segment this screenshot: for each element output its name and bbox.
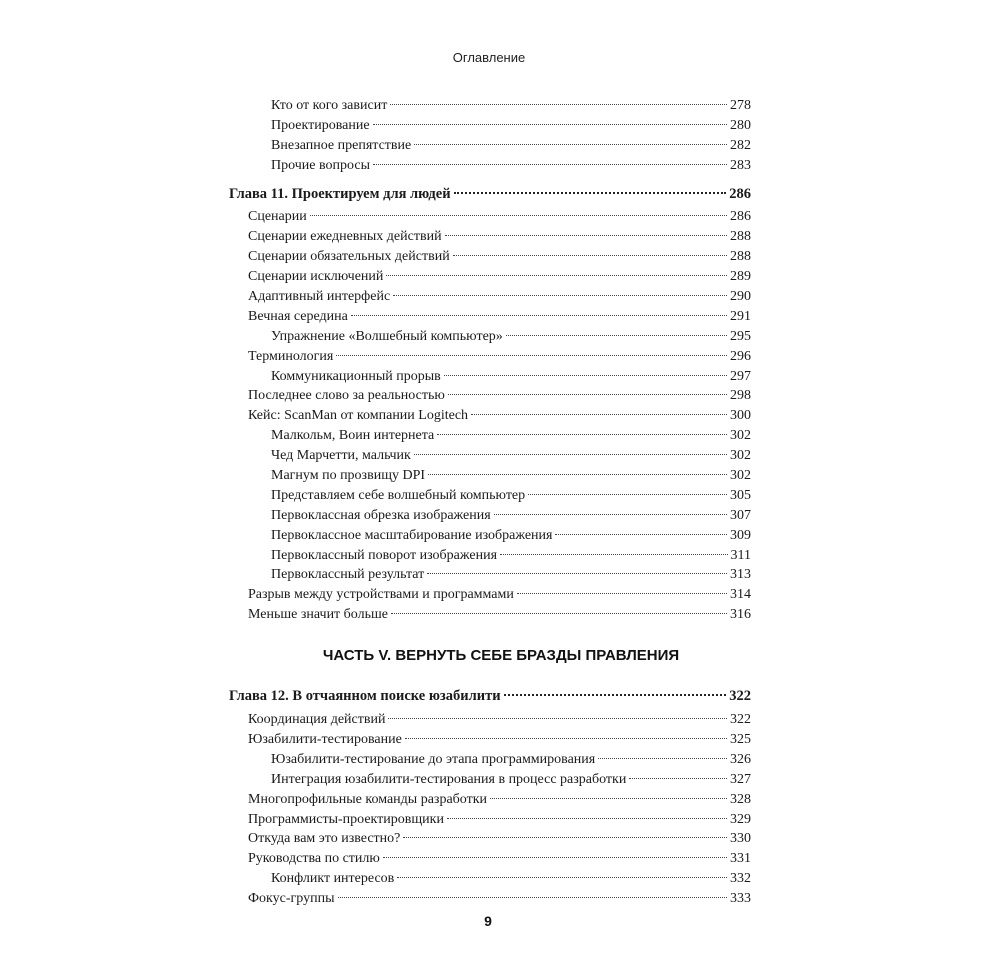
toc-entry-page: 297 <box>730 368 751 384</box>
toc-entry-title: Первоклассное масштабирование изображения <box>271 527 553 543</box>
toc-entry-page: 309 <box>730 527 751 543</box>
dot-leader <box>504 694 727 696</box>
chapter-page: 286 <box>729 185 751 202</box>
toc-entry[interactable] <box>229 770 751 790</box>
toc-entry-title: Кто от кого зависит <box>271 98 388 113</box>
toc-entry[interactable] <box>229 585 751 605</box>
dot-leader <box>405 738 727 739</box>
toc-entry-title: Сценарии обязательных действий <box>248 249 450 265</box>
part-heading: ЧАСТЬ V. ВЕРНУТЬ СЕБЕ БРАЗДЫ ПРАВЛЕНИЯ <box>322 647 680 665</box>
toc-entry-page: 298 <box>730 388 751 404</box>
toc-entry-page: 333 <box>730 891 751 907</box>
toc-entry-title: Прочие вопросы <box>271 157 370 173</box>
chapter-page: 322 <box>729 688 751 705</box>
toc-entry-title: Чед Марчетти, мальчик <box>271 448 411 464</box>
toc-entry-page: 326 <box>730 751 751 767</box>
toc-entry-title: Сценарии ежедневных действий <box>248 229 442 245</box>
toc-entry-page: 325 <box>730 731 751 747</box>
dot-leader <box>454 192 727 194</box>
toc-entry[interactable] <box>229 96 751 116</box>
dot-leader <box>397 877 727 878</box>
toc-entry-title: Программисты-проектировщики <box>248 811 444 827</box>
toc-entry-title: Кейс: ScanMan от компании Logitech <box>248 408 469 424</box>
dot-leader <box>598 758 727 759</box>
toc-entry-title: Магнум по прозвищу DPI <box>271 468 426 484</box>
toc-entry-title: Меньше значит больше <box>248 607 388 623</box>
page-number: 9 <box>484 913 492 929</box>
toc-entry-page: 288 <box>730 229 751 245</box>
chapter-heading-11[interactable] <box>229 185 751 205</box>
dot-leader <box>444 375 727 376</box>
toc-entry[interactable] <box>229 829 751 849</box>
toc-entry-page: 322 <box>730 712 751 728</box>
toc-entry[interactable] <box>229 790 751 810</box>
toc-entry-title: Вечная середина <box>248 308 348 324</box>
dot-leader <box>500 554 728 555</box>
toc-entry-page: 283 <box>730 157 751 173</box>
toc-entry-title: Юзабилити-тестирование <box>248 731 402 747</box>
toc-entry-page: 314 <box>730 587 751 603</box>
dot-leader <box>427 573 727 574</box>
toc-entry[interactable] <box>229 247 751 267</box>
toc-entry[interactable] <box>229 486 751 506</box>
toc-entry[interactable] <box>229 506 751 526</box>
dot-leader <box>388 718 727 719</box>
toc-entry-page: 288 <box>730 249 751 265</box>
toc-entry-page: 280 <box>730 117 751 133</box>
dot-leader <box>383 857 727 858</box>
toc-entry[interactable] <box>229 710 751 730</box>
toc-entry[interactable] <box>229 386 751 406</box>
toc-entry-page: 305 <box>730 487 751 503</box>
toc-entry-page: 329 <box>730 811 751 827</box>
toc-entry[interactable] <box>229 156 751 176</box>
toc-entry-page: 278 <box>730 98 751 113</box>
dot-leader <box>338 897 728 898</box>
toc-entry-title: Малкольм, Воин интернета <box>271 428 435 444</box>
toc-entry-page: 291 <box>730 308 751 324</box>
dot-leader <box>448 394 727 395</box>
dot-leader <box>490 798 727 799</box>
toc-entry[interactable] <box>229 207 751 227</box>
toc-entry[interactable] <box>229 466 751 486</box>
chapter-title: Глава 11. Проектируем для людей <box>229 185 451 202</box>
toc-entry-page: 332 <box>730 871 751 887</box>
toc-entry-page: 331 <box>730 851 751 867</box>
toc-entry-title: Сценарии <box>248 209 307 225</box>
toc-entry-page: 290 <box>730 289 751 305</box>
toc-entry-page: 282 <box>730 137 751 153</box>
toc-entry[interactable] <box>229 227 751 247</box>
dot-leader <box>428 474 727 475</box>
toc-entry-title: Представляем себе волшебный компьютер <box>271 487 526 503</box>
toc-entry-title: Коммуникационный прорыв <box>271 368 441 384</box>
toc-entry-title: Откуда вам это известно? <box>248 831 401 847</box>
toc-entry-page: 330 <box>730 831 751 847</box>
dot-leader <box>494 514 727 515</box>
toc-entry-page: 300 <box>730 408 751 424</box>
toc-entry-page: 302 <box>730 428 751 444</box>
dot-leader <box>386 275 727 276</box>
dot-leader <box>555 534 727 535</box>
toc-entry-title: Конфликт интересов <box>271 871 395 887</box>
toc-entry-title: Координация действий <box>248 712 386 728</box>
toc-entry-page: 289 <box>730 269 751 285</box>
toc-entry[interactable] <box>229 565 751 585</box>
dot-leader <box>528 494 727 495</box>
dot-leader <box>310 215 727 216</box>
toc-entry-page: 307 <box>730 507 751 523</box>
toc-entry-title: Адаптивный интерфейс <box>248 289 391 305</box>
toc-entry-page: 311 <box>730 547 751 563</box>
chapter-title: Глава 12. В отчаянном поиске юзабилити <box>229 688 501 705</box>
dot-leader <box>336 355 727 356</box>
toc-entry[interactable] <box>229 136 751 156</box>
toc-entry-title: Многопрофильные команды разработки <box>248 791 488 807</box>
toc-entry[interactable] <box>229 267 751 287</box>
toc-entry-page: 313 <box>730 567 751 583</box>
toc-entry-page: 302 <box>730 468 751 484</box>
toc-entry[interactable] <box>229 869 751 889</box>
dot-leader <box>445 235 727 236</box>
dot-leader <box>447 818 727 819</box>
toc-entry[interactable] <box>229 327 751 347</box>
toc-entry-title: Фокус-группы <box>248 891 335 907</box>
dot-leader <box>453 255 727 256</box>
toc-entry-page: 295 <box>730 328 751 344</box>
dot-leader <box>403 837 727 838</box>
toc-entry[interactable] <box>229 307 751 327</box>
toc-entry-title: Первоклассный результат <box>271 567 425 583</box>
dot-leader <box>506 335 727 336</box>
toc-entry[interactable] <box>229 849 751 869</box>
dot-leader <box>517 593 727 594</box>
toc-entry-title: Юзабилити-тестирование до этапа программирования <box>271 751 596 767</box>
dot-leader <box>373 124 727 125</box>
toc-entry[interactable] <box>229 605 751 625</box>
toc-entry[interactable] <box>229 546 751 566</box>
toc-entry-title: Последнее слово за реальностью <box>248 388 445 404</box>
toc-entry[interactable] <box>229 287 751 307</box>
toc-entry[interactable] <box>229 750 751 770</box>
running-header: Оглавление <box>452 50 526 65</box>
toc-entry-page: 286 <box>730 209 751 225</box>
toc-entry-page: 328 <box>730 791 751 807</box>
chapter-heading-12[interactable] <box>229 687 751 707</box>
dot-leader <box>393 295 727 296</box>
toc-entry[interactable] <box>229 367 751 387</box>
dot-leader <box>629 778 727 779</box>
dot-leader <box>373 164 727 165</box>
toc-entry[interactable] <box>229 347 751 367</box>
dot-leader <box>414 144 727 145</box>
dot-leader <box>351 315 727 316</box>
dot-leader <box>437 434 727 435</box>
toc-entry-title: Терминология <box>248 348 334 364</box>
toc-entry-page: 327 <box>730 771 751 787</box>
toc-entry-page: 296 <box>730 348 751 364</box>
toc-entry-title: Интеграция юзабилити-тестирования в процесс разработки <box>271 771 627 787</box>
toc-entry[interactable] <box>229 406 751 426</box>
toc-entry-title: Первоклассная обрезка изображения <box>271 507 491 523</box>
toc-entry-title: Первоклассный поворот изображения <box>271 547 498 563</box>
toc-entry-title: Упражнение «Волшебный компьютер» <box>271 328 503 344</box>
dot-leader <box>391 613 727 614</box>
toc-entry[interactable] <box>229 730 751 750</box>
toc-entry[interactable] <box>229 116 751 136</box>
toc-entry[interactable] <box>229 426 751 446</box>
toc-entry-page: 316 <box>730 607 751 623</box>
toc-entry[interactable] <box>229 810 751 830</box>
toc-entry-title: Сценарии исключений <box>248 269 384 285</box>
toc-entry-page: 302 <box>730 448 751 464</box>
dot-leader <box>471 414 727 415</box>
toc-entry[interactable] <box>229 446 751 466</box>
toc-entry[interactable] <box>229 889 751 909</box>
toc-entry-title: Внезапное препятствие <box>271 137 412 153</box>
toc-entry-title: Разрыв между устройствами и программами <box>248 587 514 603</box>
toc-entry[interactable] <box>229 526 751 546</box>
toc-entry-title: Руководства по стилю <box>248 851 380 867</box>
dot-leader <box>390 104 727 105</box>
table-of-contents <box>229 96 751 909</box>
dot-leader <box>414 454 727 455</box>
toc-entry-title: Проектирование <box>271 117 370 133</box>
